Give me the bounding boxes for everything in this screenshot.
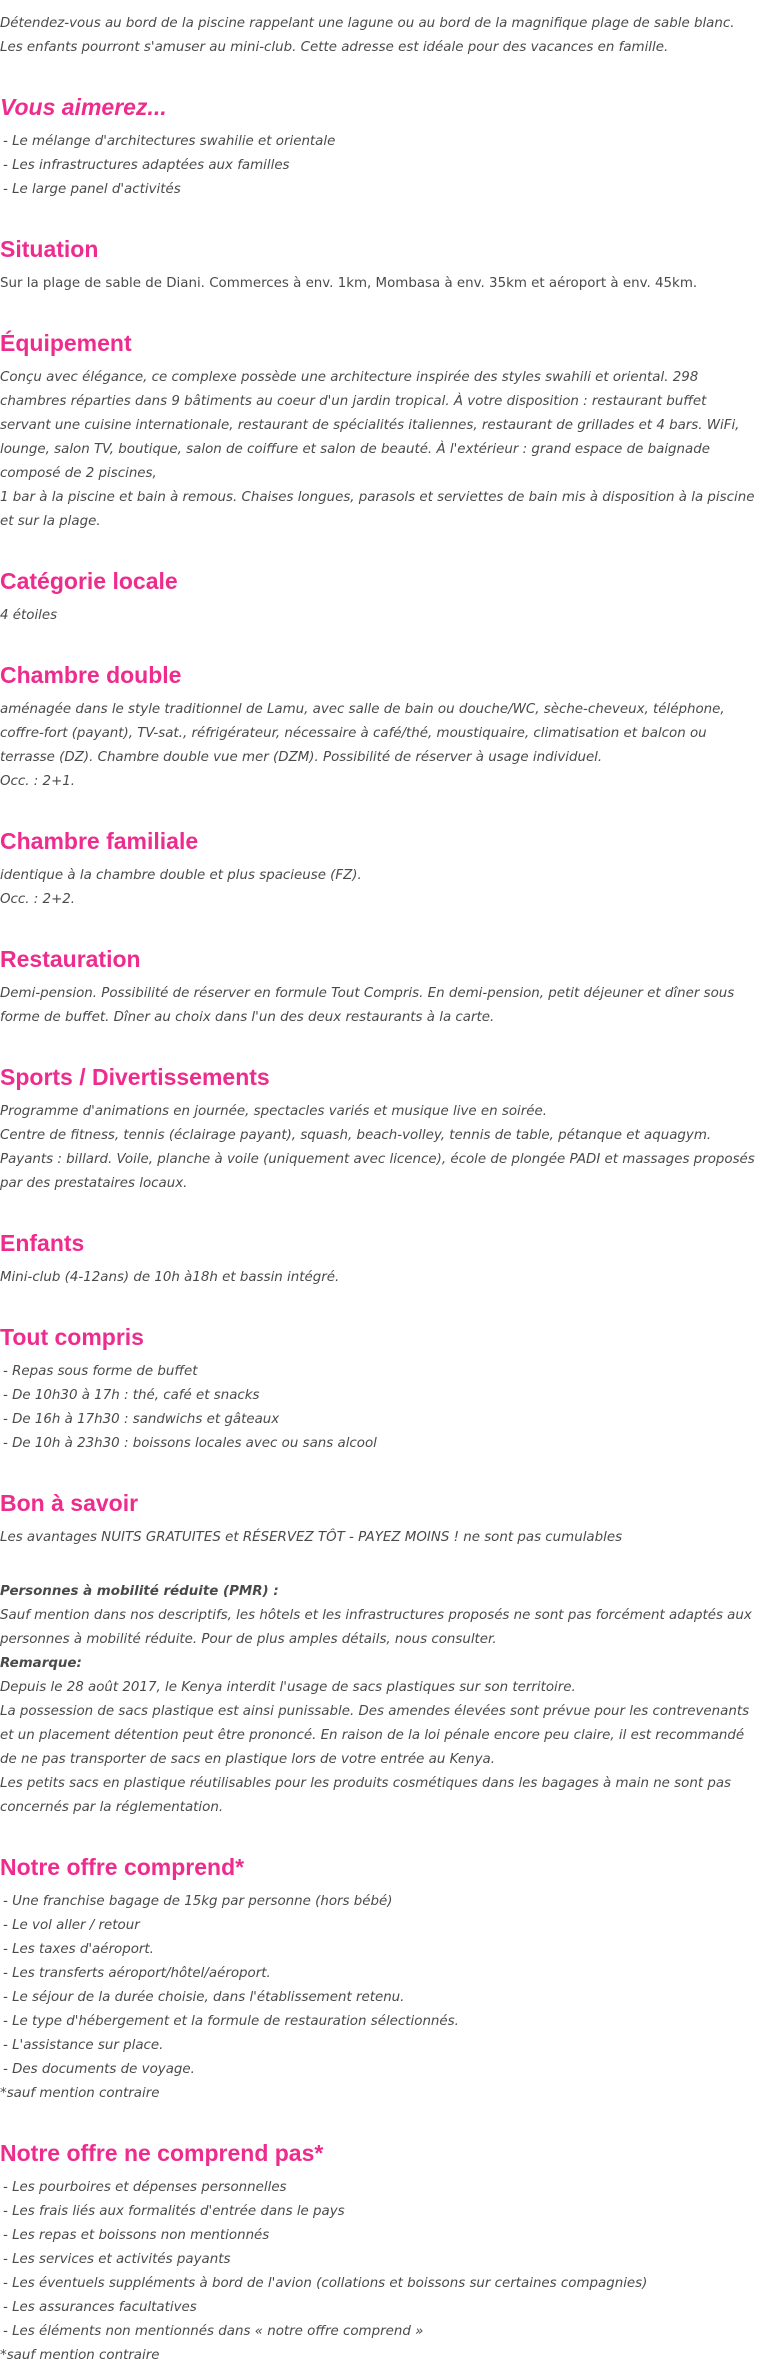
remarque-text-2: La possession de sacs plastique est ainsi punissable. Des amendes élevées sont prévue pour les contrevenants et un placement détention peut être prononcé. En raison de la loi pénale encore peu claire, il est recommandé de ne pas transporter de sacs en plastique lors de votre entrée au Kenya. xyxy=(0,1704,750,1767)
footnote: *sauf mention contraire xyxy=(0,2086,160,2101)
chambre-double-occ: Occ. : 2+1. xyxy=(0,774,76,789)
remarque-label: Remarque: xyxy=(0,1656,82,1671)
categorie-text: 4 étoiles xyxy=(0,608,58,623)
list-item: - L'assistance sur place. xyxy=(3,2038,164,2053)
list-item: - Le large panel d'activités xyxy=(3,182,181,197)
tout-compris-list xyxy=(0,1360,758,1456)
section-title: Chambre double xyxy=(0,662,182,688)
list-item: - Les éventuels suppléments à bord de l'avion (collations et boissons sur certaines compagnies) xyxy=(3,2276,648,2291)
chambre-familiale-occ: Occ. : 2+2. xyxy=(0,892,76,907)
section-enfants xyxy=(0,1228,758,1290)
equipement-text: Conçu avec élégance, ce complexe possède une architecture inspirée des styles swahili et oriental. 298 chambres réparties dans 9 bâtiments au coeur d'un jardin tropical. À votre disposition : restaurant buffet servant une cuisine internationale, restaurant de spécialités italiennes, restaurant de grillades et 4 bars. WiFi, lounge, salon TV, boutique, salon de coiffure et salon de beauté. À l'extérieur : grand espace de baignade composé de 2 piscines, xyxy=(0,370,740,481)
list-item: - Des documents de voyage. xyxy=(3,2062,195,2077)
enfants-text: Mini-club (4-12ans) de 10h à18h et bassin intégré. xyxy=(0,1270,340,1285)
list-item: - Le mélange d'architectures swahilie et orientale xyxy=(3,134,336,149)
highlights-list xyxy=(0,130,758,202)
list-item: - Repas sous forme de buffet xyxy=(3,1364,198,1379)
section-chambre-familiale xyxy=(0,826,758,912)
list-item: - Les frais liés aux formalités d'entrée dans le pays xyxy=(3,2204,345,2219)
equipement-text-2: 1 bar à la piscine et bain à remous. Chaises longues, parasols et serviettes de bain mis à disposition à la piscine et sur la plage. xyxy=(0,490,755,529)
section-bon-a-savoir xyxy=(0,1488,758,1820)
remarque-text-3: Les petits sacs en plastique réutilisables pour les produits cosmétiques dans les bagages à main ne sont pas concernés par la réglementation. xyxy=(0,1776,732,1815)
sports-text-1: Programme d'animations en journée, spectacles variés et musique live en soirée. xyxy=(0,1104,547,1119)
section-equipement xyxy=(0,328,758,534)
offre-comprend-list xyxy=(0,1890,758,2082)
section-categorie xyxy=(0,566,758,628)
bon-a-savoir-text: Les avantages NUITS GRATUITES et RÉSERVEZ TÔT - PAYEZ MOINS ! ne sont pas cumulables xyxy=(0,1530,623,1545)
section-title: Sports / Divertissements xyxy=(0,1064,270,1090)
restauration-text: Demi-pension. Possibilité de réserver en formule Tout Compris. En demi-pension, petit déjeuner et dîner sous forme de buffet. Dîner au choix dans l'un des deux restaurants à la carte. xyxy=(0,986,735,1025)
section-chambre-double xyxy=(0,660,758,794)
section-title: Restauration xyxy=(0,946,141,972)
section-title: Bon à savoir xyxy=(0,1490,139,1516)
list-item: - Une franchise bagage de 15kg par personne (hors bébé) xyxy=(3,1894,393,1909)
list-item: - Les pourboires et dépenses personnelles xyxy=(3,2180,287,2195)
section-tout-compris xyxy=(0,1322,758,1456)
sports-text-2: Centre de fitness, tennis (éclairage payant), squash, beach-volley, tennis de table, pétanque et aquagym. xyxy=(0,1128,712,1143)
section-title: Équipement xyxy=(0,330,132,356)
list-item: - Le type d'hébergement et la formule de restauration sélectionnés. xyxy=(3,2014,459,2029)
list-item: - Les éléments non mentionnés dans « notre offre comprend » xyxy=(3,2324,424,2339)
list-item: - Les services et activités payants xyxy=(3,2252,231,2267)
list-item: - Les transferts aéroport/hôtel/aéroport. xyxy=(3,1966,271,1981)
list-item: - Le séjour de la durée choisie, dans l'établissement retenu. xyxy=(3,1990,405,2005)
section-title: Notre offre comprend* xyxy=(0,1854,245,1880)
chambre-double-text: aménagée dans le style traditionnel de Lamu, avec salle de bain ou douche/WC, sèche-cheveux, téléphone, coffre-fort (payant), TV-sat., réfrigérateur, nécessaire à café/thé, moustiquaire, climatisation et balcon ou terrasse (DZ). Chambre double vue mer (DZM). Possibilité de réserver à usage individuel. xyxy=(0,702,725,765)
list-item: - De 10h à 23h30 : boissons locales avec ou sans alcool xyxy=(3,1436,377,1451)
section-title: Tout compris xyxy=(0,1324,144,1350)
sports-text-3: Payants : billard. Voile, planche à voile (uniquement avec licence), école de plongée PADI et massages proposés par des prestataires locaux. xyxy=(0,1152,755,1191)
section-offre-comprend xyxy=(0,1852,758,2106)
pmr-text: Sauf mention dans nos descriptifs, les hôtels et les infrastructures proposés ne sont pas forcément adaptés aux personnes à mobilité réduite. Pour de plus amples détails, nous consulter. xyxy=(0,1608,752,1647)
remarque-text-1: Depuis le 28 août 2017, le Kenya interdit l'usage de sacs plastiques sur son territoire. xyxy=(0,1680,576,1695)
chambre-familiale-text: identique à la chambre double et plus spacieuse (FZ). xyxy=(0,868,362,883)
section-offre-ne-comprend-pas xyxy=(0,2138,758,2368)
list-item: - Les repas et boissons non mentionnés xyxy=(3,2228,270,2243)
section-title: Situation xyxy=(0,236,99,262)
list-item: - Le vol aller / retour xyxy=(3,1918,140,1933)
section-title: Notre offre ne comprend pas* xyxy=(0,2140,324,2166)
section-situation xyxy=(0,234,758,296)
section-title: Chambre familiale xyxy=(0,828,199,854)
list-item: - Les taxes d'aéroport. xyxy=(3,1942,154,1957)
section-title: Enfants xyxy=(0,1230,85,1256)
situation-text: Sur la plage de sable de Diani. Commerces à env. 1km, Mombasa à env. 35km et aéroport à env. 45km. xyxy=(0,276,698,291)
section-title: Catégorie locale xyxy=(0,568,178,594)
section-restauration xyxy=(0,944,758,1030)
offre-ne-comprend-pas-list xyxy=(0,2176,758,2344)
section-sports xyxy=(0,1062,758,1196)
list-item: - De 16h à 17h30 : sandwichs et gâteaux xyxy=(3,1412,280,1427)
list-item: - Les assurances facultatives xyxy=(3,2300,197,2315)
section-title: Vous aimerez... xyxy=(0,94,167,120)
footnote: *sauf mention contraire xyxy=(0,2348,160,2363)
list-item: - Les infrastructures adaptées aux familles xyxy=(3,158,290,173)
intro-text: Détendez-vous au bord de la piscine rappelant une lagune ou au bord de la magnifique plage de sable blanc. Les enfants pourront s'amuser au mini-club. Cette adresse est idéale pour des vacances en famille. xyxy=(0,16,735,55)
pmr-label: Personnes à mobilité réduite (PMR) : xyxy=(0,1584,279,1599)
hotel-description xyxy=(0,12,758,2368)
section-vous-aimerez xyxy=(0,92,758,202)
list-item: - De 10h30 à 17h : thé, café et snacks xyxy=(3,1388,260,1403)
